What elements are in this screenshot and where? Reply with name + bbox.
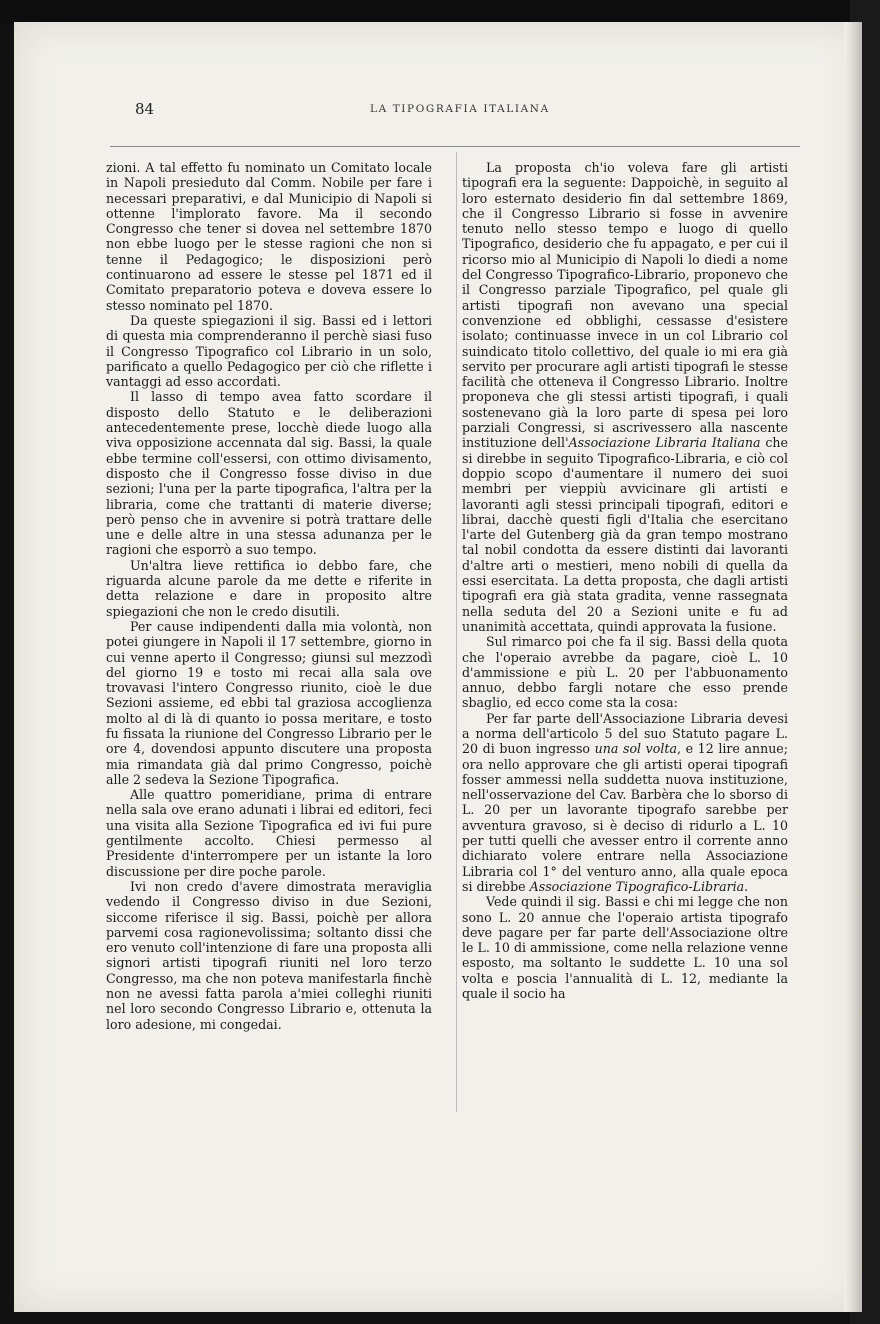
text-run: La proposta ch'io voleva fare gli artisti tipografi era la seguente: Dappoichè, in seguito al loro esternato desiderio fin dal settembre 1869, che il Congresso Librario si fosse in avvenire tenuto nello stesso tempo e luogo di quello Tipografico, desiderio che fu appagato, e per cui il ricorso mio al Municipio di Napoli lo diedi a nome del Congresso Tipografico-Librario, proponevo che il Congresso parziale Tipografico, pel quale gli artisti tipografi non avevano una special convenzione ed obblighi, cessasse d'esistere isolato; continuasse invece in un col Librario col suindicato titolo collettivo, del quale io mi era già servito per procurare agli artisti tipografi le stesse facilità che otteneva il Congresso Librario. Inoltre proponeva che gli stessi artisti tipografi, i quali sostenevano già la loro parte di spesa pei loro parziali Congressi, si ascrivessero alla nascente instituzione dell' xyxy=(462,160,788,451)
paragraph: Il lasso di tempo avea fatto scordare il disposto dello Statuto e le deliberazioni antecedentemente prese, locchè diede luogo alla viva opposizione accennata dal sig. Bassi, la quale ebbe termine coll'essersi, con ottimo divisamento, disposto che il Congresso fosse diviso in due sezioni; l'una per la parte tipografica, l'altra per la libraria, come che trattanti di materie diverse; però penso che in avvenire si potrà trattare delle une e delle altre in una stessa adunanza per le ragioni che esporrò a suo tempo. xyxy=(106,389,432,558)
paragraph: Vede quindi il sig. Bassi e chi mi legge che non sono L. 20 annue che l'operaio artista tipografo deve pagare per far parte dell'Associazione oltre le L. 10 di ammissione, come nella relazione venne esposto, ma soltanto le suddette L. 10 una sol volta e poscia l'annualità di L. 12, mediante la quale il socio ha xyxy=(462,894,788,1002)
paragraph: Per cause indipendenti dalla mia volontà, non potei giungere in Napoli il 17 settembre, giorno in cui venne aperto il Congresso; giunsi sul mezzodì del giorno 19 e tosto mi recai alla sala ove trovavasi l'intero Congresso riunito, cioè le due Sezioni assieme, ed ebbi tal graziosa accoglienza molto al di là di quanto io possa meritare, e tosto fu fissata la riunione del Congresso Librario per le ore 4, dovendosi appunto discutere una proposta mia rimandata già dal primo Congresso, poichè alle 2 sedeva la Sezione Tipografica. xyxy=(106,618,432,787)
italic-term: Associazione Libraria Italiana xyxy=(568,435,761,451)
header-rule xyxy=(110,146,800,147)
right-column xyxy=(462,160,788,1001)
paragraph: zioni. A tal effetto fu nominato un Comitato locale in Napoli presieduto dal Comm. Nobile per fare i necessari preparativi, e dal Municipio di Napoli si ottenne l'implorato favore. Ma il secondo Congresso che tener si dovea nel settembre 1870 non ebbe luogo per le stesse ragioni che non si tenne il Pedagogico; le disposizioni però continuarono ad essere le stesse pel 1871 ed il Comitato preparatorio poteva e doveva essere lo stesso nominato pel 1870. xyxy=(106,160,432,313)
page-header xyxy=(135,100,795,124)
running-head: LA TIPOGRAFIA ITALIANA xyxy=(370,103,550,115)
page-fold-shadow xyxy=(844,22,862,1312)
paragraph: Da queste spiegazioni il sig. Bassi ed i lettori di questa mia comprenderanno il perchè siasi fuso il Congresso Tipografico col Librario in un solo, parificato a quello Pedagogico per ciò che riflette i vantaggi ad esso accordati. xyxy=(106,312,432,390)
column-divider xyxy=(456,152,457,1112)
text-run: , e 12 lire annue; ora nello approvare che gli artisti operai tipografi fosser ammessi nella suddetta nuova instituzione, nell'osservazione del Cav. Barbèra che lo sborso di L. 20 per un lavorante tipografo sarebbe per avventura gravoso, si è deciso di ridurlo a L. 10 per tutti quelli che avesser entro il corrente anno dichiarato volere entrare nella Associazione Libraria col 1° del venturo anno, alla quale epoca si direbbe xyxy=(462,741,789,894)
scan-border-top xyxy=(0,0,880,24)
paragraph: Ivi non credo d'avere dimostrata meraviglia vedendo il Congresso diviso in due Sezioni, siccome riferisce il sig. Bassi, poichè per allora parvemi cosa ragionevolissima; soltanto dissi che ero venuto coll'intenzione di fare una proposta alli signori artisti tipografi riuniti nel loro terzo Congresso, ma che non poteva manifestarla finchè non ne avessi fatta parola a'miei colleghi riuniti nel loro secondo Congresso Librario e, ottenuta la loro adesione, mi congedai. xyxy=(106,878,432,1032)
text-run: Per far parte dell'Associazione Libraria devesi a norma dell'articolo 5 del suo Statuto pagare L. 20 di buon ingresso xyxy=(462,710,788,757)
paragraph: Sul rimarco poi che fa il sig. Bassi della quota che l'operaio avrebbe da pagare, cioè L. 10 d'ammissione e più L. 20 per l'abbuonamento annuo, debbo fargli notare che esso prende sbaglio, ed ecco come sta la cosa: xyxy=(462,634,788,711)
italic-term: una sol volta xyxy=(594,741,677,757)
paragraph: Alle quattro pomeridiane, prima di entrare nella sala ove erano adunati i librai ed editori, feci una visita alla Sezione Tipografica ed ivi fui pure gentilmente accolto. Chiesi permesso al Presidente d'interrompere per un istante la loro discussione per dire poche parole. xyxy=(106,787,432,879)
paragraph: Un'altra lieve rettifica io debbo fare, che riguarda alcune parole da me dette e riferite in detta relazione e dare in proposito altre spiegazioni che non le credo disutili. xyxy=(106,557,432,619)
italic-term: Associazione Tipografico-Libraria xyxy=(529,878,745,894)
paragraph xyxy=(462,711,788,895)
paragraph xyxy=(462,160,788,634)
page-number: 84 xyxy=(135,100,155,118)
text-run: che si direbbe in seguito Tipografico-Libraria, e ciò col doppio scopo d'aumentare il numero dei suoi membri per vieppiù avvicinare gli artisti e lavoranti agli stessi principali tipografi, editori e librai, dacchè questi figli d'Italia che esercitano l'arte del Gutenberg già da gran tempo mostrano tal nobil condotta da essere distinti dai lavoranti d'altre arti o mestieri, meno nobili di quella da essi esercitata. La detta proposta, che dagli artisti tipografi era già stata gradita, venne rassegnata nella seduta del 20 a Sezioni unite e fu ad unanimità accettata, quindi approvata la fusione. xyxy=(462,435,788,634)
text-run: . xyxy=(744,878,749,894)
left-column xyxy=(106,160,432,1032)
